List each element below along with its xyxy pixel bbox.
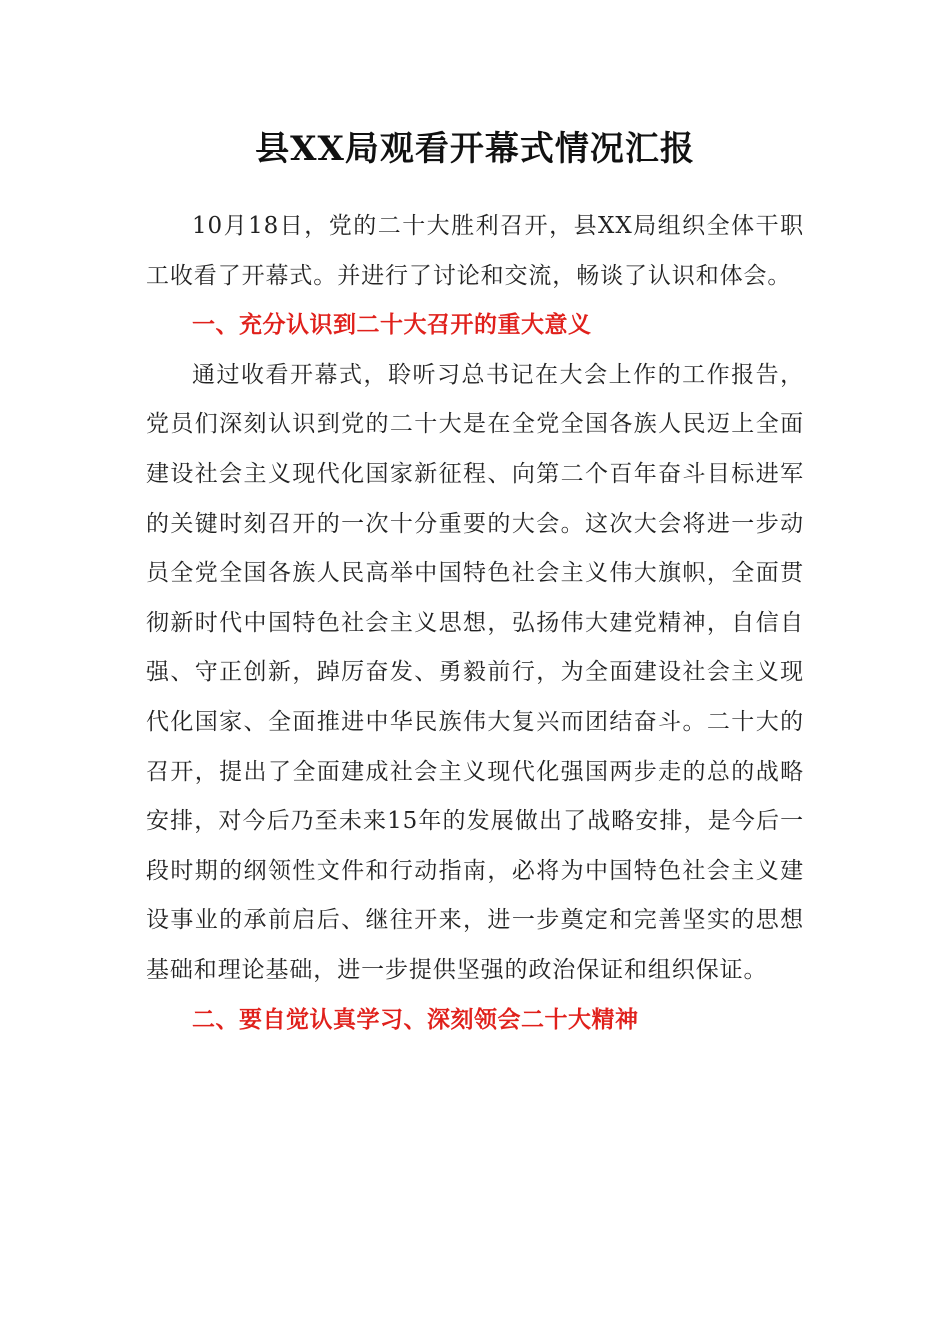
section-1-heading: 一、充分认识到二十大召开的重大意义 xyxy=(192,312,592,339)
section-2-heading: 二、要自觉认真学习、深刻领会二十大精神 xyxy=(192,1006,639,1033)
document-title: 县XX局观看开幕式情况汇报 xyxy=(255,129,695,169)
intro-paragraph: 10月18日，党的二十大胜利召开，县XX局组织全体干职工收看了开幕式。并进行了讨论和交流，畅谈了认识和体会。 xyxy=(146,213,804,289)
section-1-paragraph: 通过收看开幕式，聆听习总书记在大会上作的工作报告，党员们深刻认识到党的二十大是在全党全国各族人民迈上全面建设社会主义现代化国家新征程、向第二个百年奋斗目标进军的关键时刻召开的一次十分重要的大会。这次大会将进一步动员全党全国各族人民高举中国特色社会主义伟大旗帜，全面贯彻新时代中国特色社会主义思想，弘扬伟大建党精神，自信自强、守正创新，踔厉奋发、勇毅前行，为全面建设社会主义现代化国家、全面推进中华民族伟大复兴而团结奋斗。二十大的召开，提出了全面建成社会主义现代化强国两步走的总的战略安排，对今后乃至未来15年的发展做出了战略安排，是今后一段时期的纲领性文件和行动指南，必将为中国特色社会主义建设事业的承前启后、继往开来，进一步奠定和完善坚实的思想基础和理论基础，进一步提供坚强的政治保证和组织保证。 xyxy=(146,361,804,983)
document-body xyxy=(146,202,804,1045)
